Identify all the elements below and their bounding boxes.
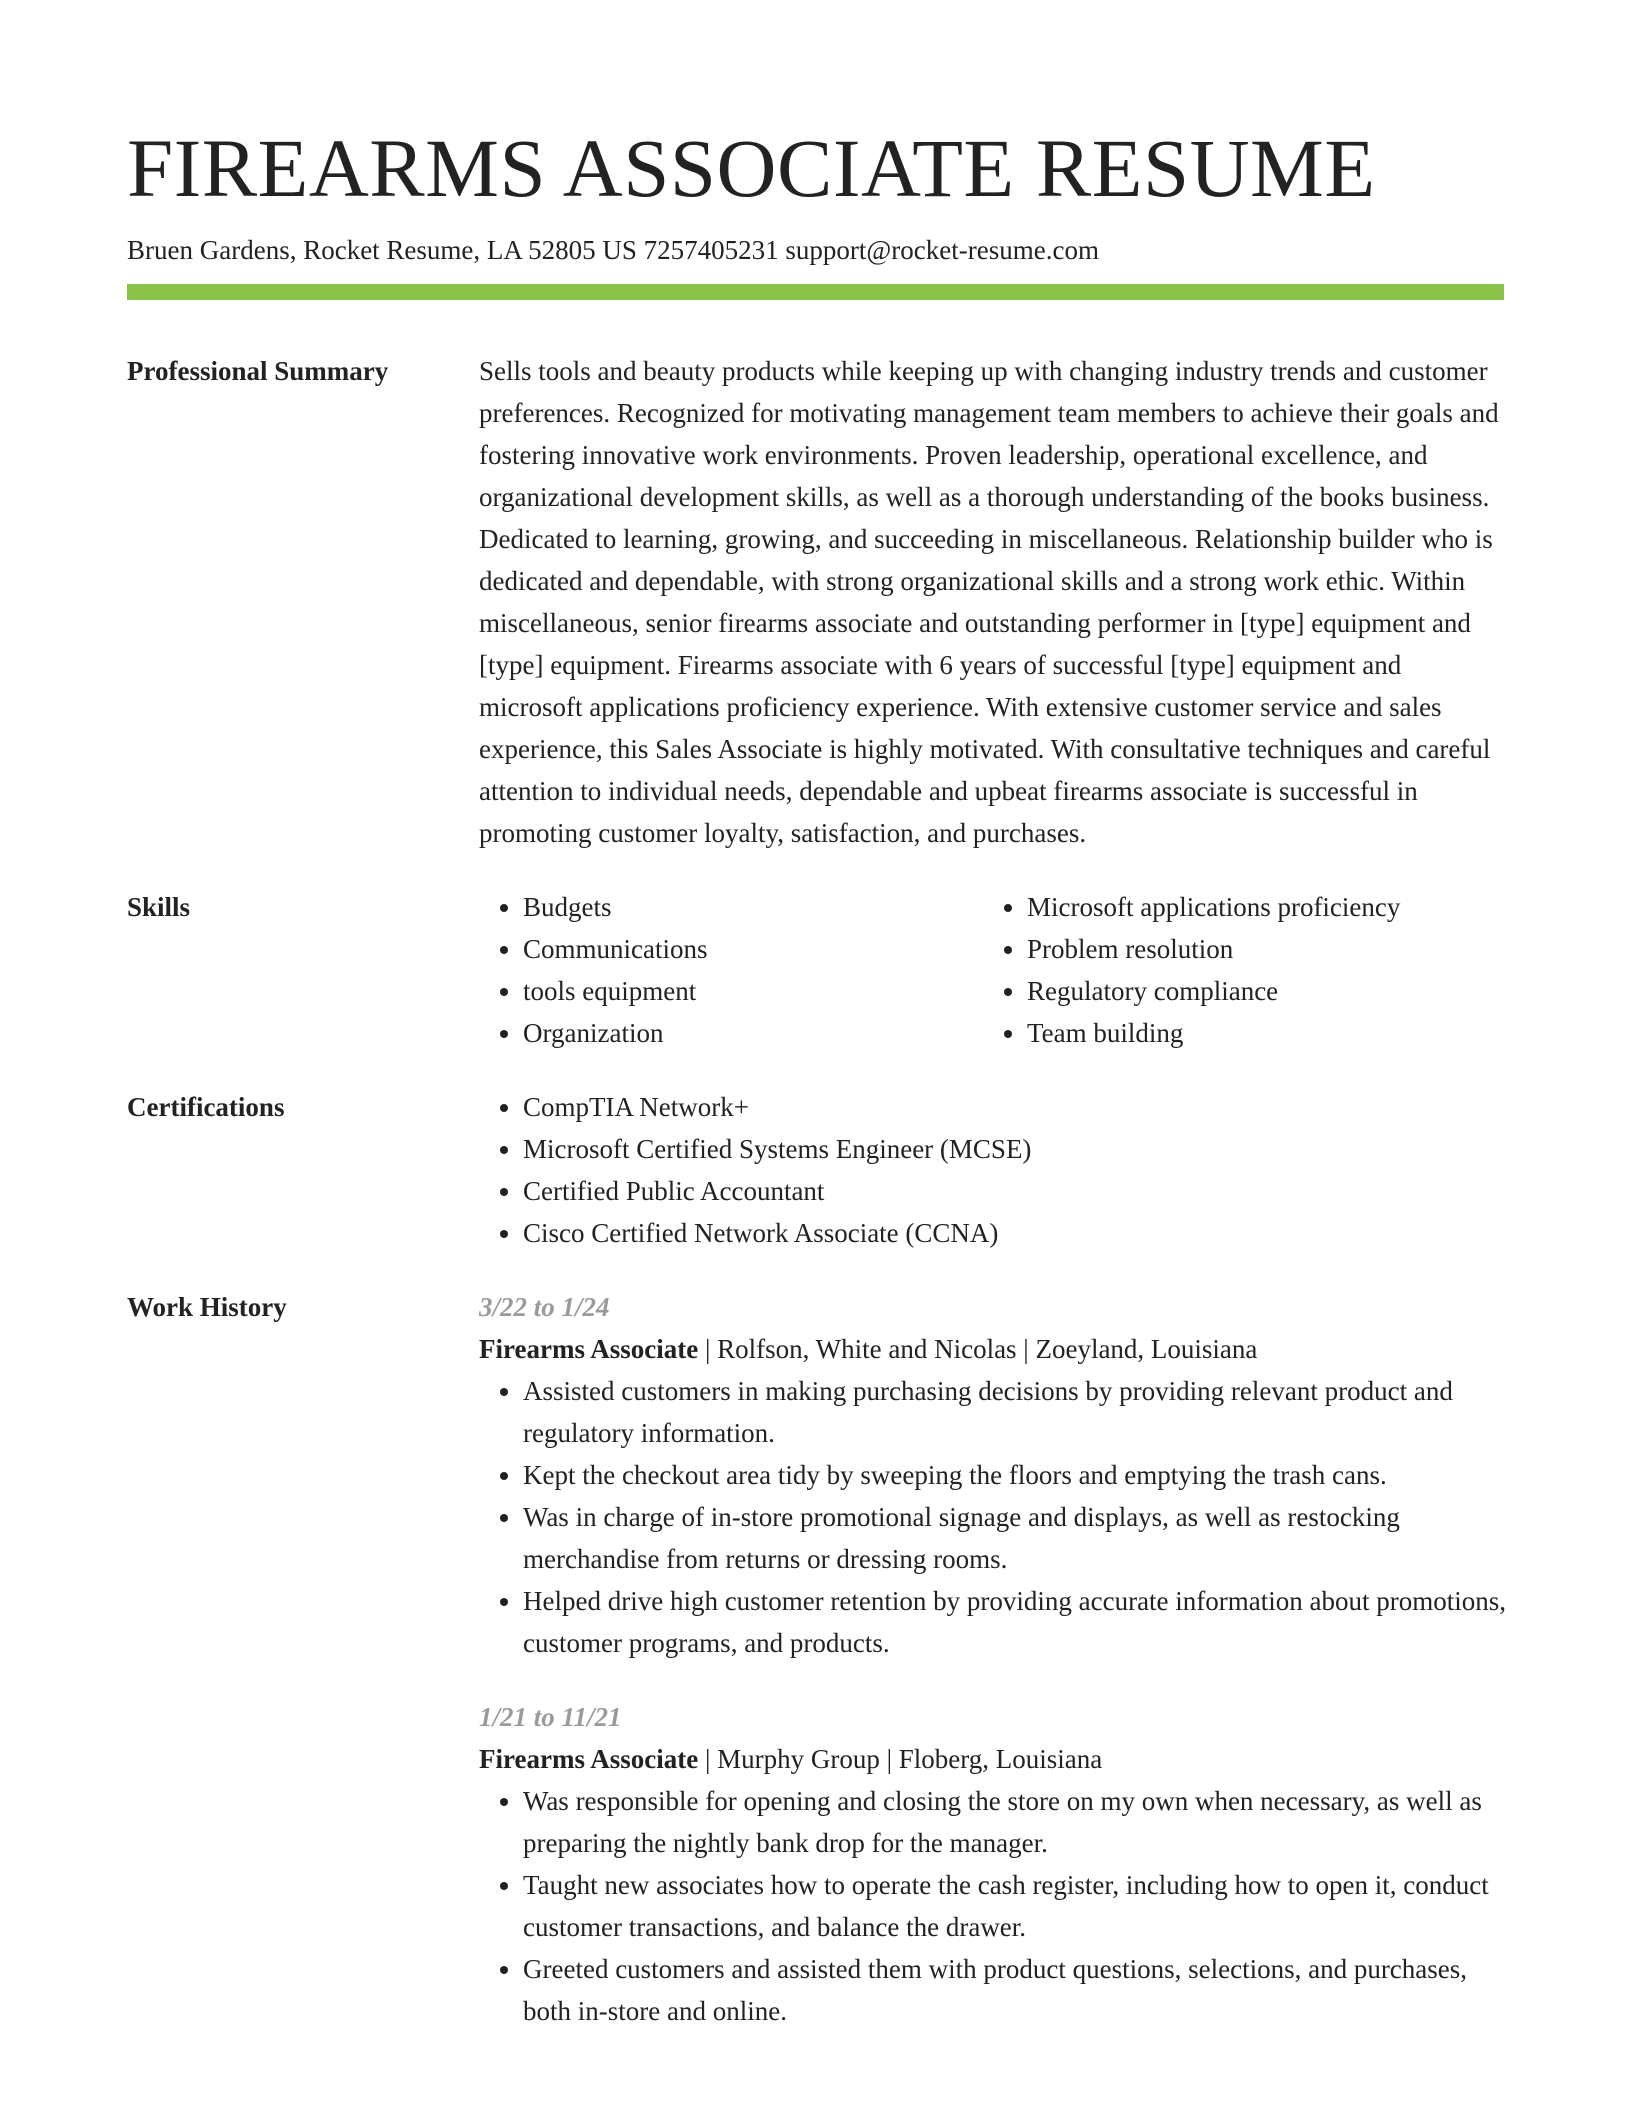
job-dates: 1/21 to 11/21 (479, 1702, 622, 1732)
job-dates: 3/22 to 1/24 (479, 1292, 610, 1322)
job-title: Firearms Associate (479, 1744, 699, 1774)
skill-item: • Organization (523, 1012, 983, 1054)
job-duty-item: • Taught new associates how to operate the cash register, including how to open it, conduct customer transactions, and balance the drawer. (523, 1864, 1509, 1948)
skill-item: • Regulatory compliance (1027, 970, 1487, 1012)
skill-item: • Communications (523, 928, 983, 970)
resume-title: FIREARMS ASSOCIATE RESUME (127, 122, 1376, 214)
skill-item: • Budgets (523, 886, 983, 928)
job-duty-item: • Was responsible for opening and closing the store on my own when necessary, as well as preparing the nightly bank drop for the manager. (523, 1780, 1509, 1864)
job-details: | Rolfson, White and Nicolas | Zoeyland, Louisiana (698, 1334, 1258, 1364)
work-history-section (127, 1286, 1504, 2032)
certification-item: • CompTIA Network+ (523, 1086, 1504, 1128)
resume-page (127, 118, 1504, 2032)
skills-column-right (983, 886, 1487, 1054)
job-duty-item: • Greeted customers and assisted them with product questions, selections, and purchases, both in-store and online. (523, 1948, 1509, 2032)
job-duties-list (479, 1780, 1509, 2032)
skill-item: • Team building (1027, 1012, 1487, 1054)
certification-item: • Certified Public Accountant (523, 1170, 1504, 1212)
skills-heading: Skills (127, 892, 191, 922)
contact-line: Bruen Gardens, Rocket Resume, LA 52805 US 7257405231 support@rocket-resume.com (127, 235, 1099, 265)
job-duty-item: • Assisted customers in making purchasing decisions by providing relevant product and regulatory information. (523, 1370, 1509, 1454)
certification-item: • Microsoft Certified Systems Engineer (MCSE) (523, 1128, 1504, 1170)
skill-item: • Problem resolution (1027, 928, 1487, 970)
skills-list-left (479, 886, 983, 1054)
job-duty-item: • Helped drive high customer retention by providing accurate information about promotions, customer programs, and products. (523, 1580, 1509, 1664)
job-entry (479, 1286, 1509, 1664)
skill-item: • tools equipment (523, 970, 983, 1012)
summary-text: Sells tools and beauty products while keeping up with changing industry trends and customer preferences. Recognized for motivating management team members to achieve their goals and fostering innovative work environments. Proven leadership, operational excellence, and organizational development skills, as well as a thorough understanding of the books business. Dedicated to learning, growing, and succeeding in miscellaneous. Relationship builder who is dedicated and dependable, with strong organizational skills and a strong work ethic. Within miscellaneous, senior firearms associate and outstanding performer in [type] equipment and [type] equipment. Firearms associate with 6 years of successful [type] equipment and microsoft applications proficiency experience. With extensive customer service and sales experience, this Sales Associate is highly motivated. With consultative techniques and careful attention to individual needs, dependable and upbeat firearms associate is successful in promoting customer loyalty, satisfaction, and purchases. (479, 356, 1499, 848)
skills-grid (479, 886, 1504, 1054)
skills-column-left (479, 886, 983, 1054)
certifications-section (127, 1086, 1504, 1254)
certification-item: • Cisco Certified Network Associate (CCNA) (523, 1212, 1504, 1254)
job-title: Firearms Associate (479, 1334, 699, 1364)
certifications-list (479, 1086, 1504, 1254)
skills-section (127, 886, 1504, 1054)
job-heading (479, 1738, 1509, 1780)
skills-list-right (983, 886, 1487, 1054)
job-entry (479, 1696, 1509, 2032)
job-duty-item: • Was in charge of in-store promotional signage and displays, as well as restocking merchandise from returns or dressing rooms. (523, 1496, 1509, 1580)
summary-heading: Professional Summary (127, 356, 389, 386)
work-history-heading: Work History (127, 1292, 287, 1322)
summary-section (127, 350, 1504, 854)
header-accent-rule (127, 284, 1504, 300)
skill-item: • Microsoft applications proficiency (1027, 886, 1487, 928)
job-heading (479, 1328, 1509, 1370)
job-details: | Murphy Group | Floberg, Louisiana (698, 1744, 1103, 1774)
certifications-heading: Certifications (127, 1092, 285, 1122)
job-duties-list (479, 1370, 1509, 1664)
job-duty-item: • Kept the checkout area tidy by sweeping the floors and emptying the trash cans. (523, 1454, 1509, 1496)
